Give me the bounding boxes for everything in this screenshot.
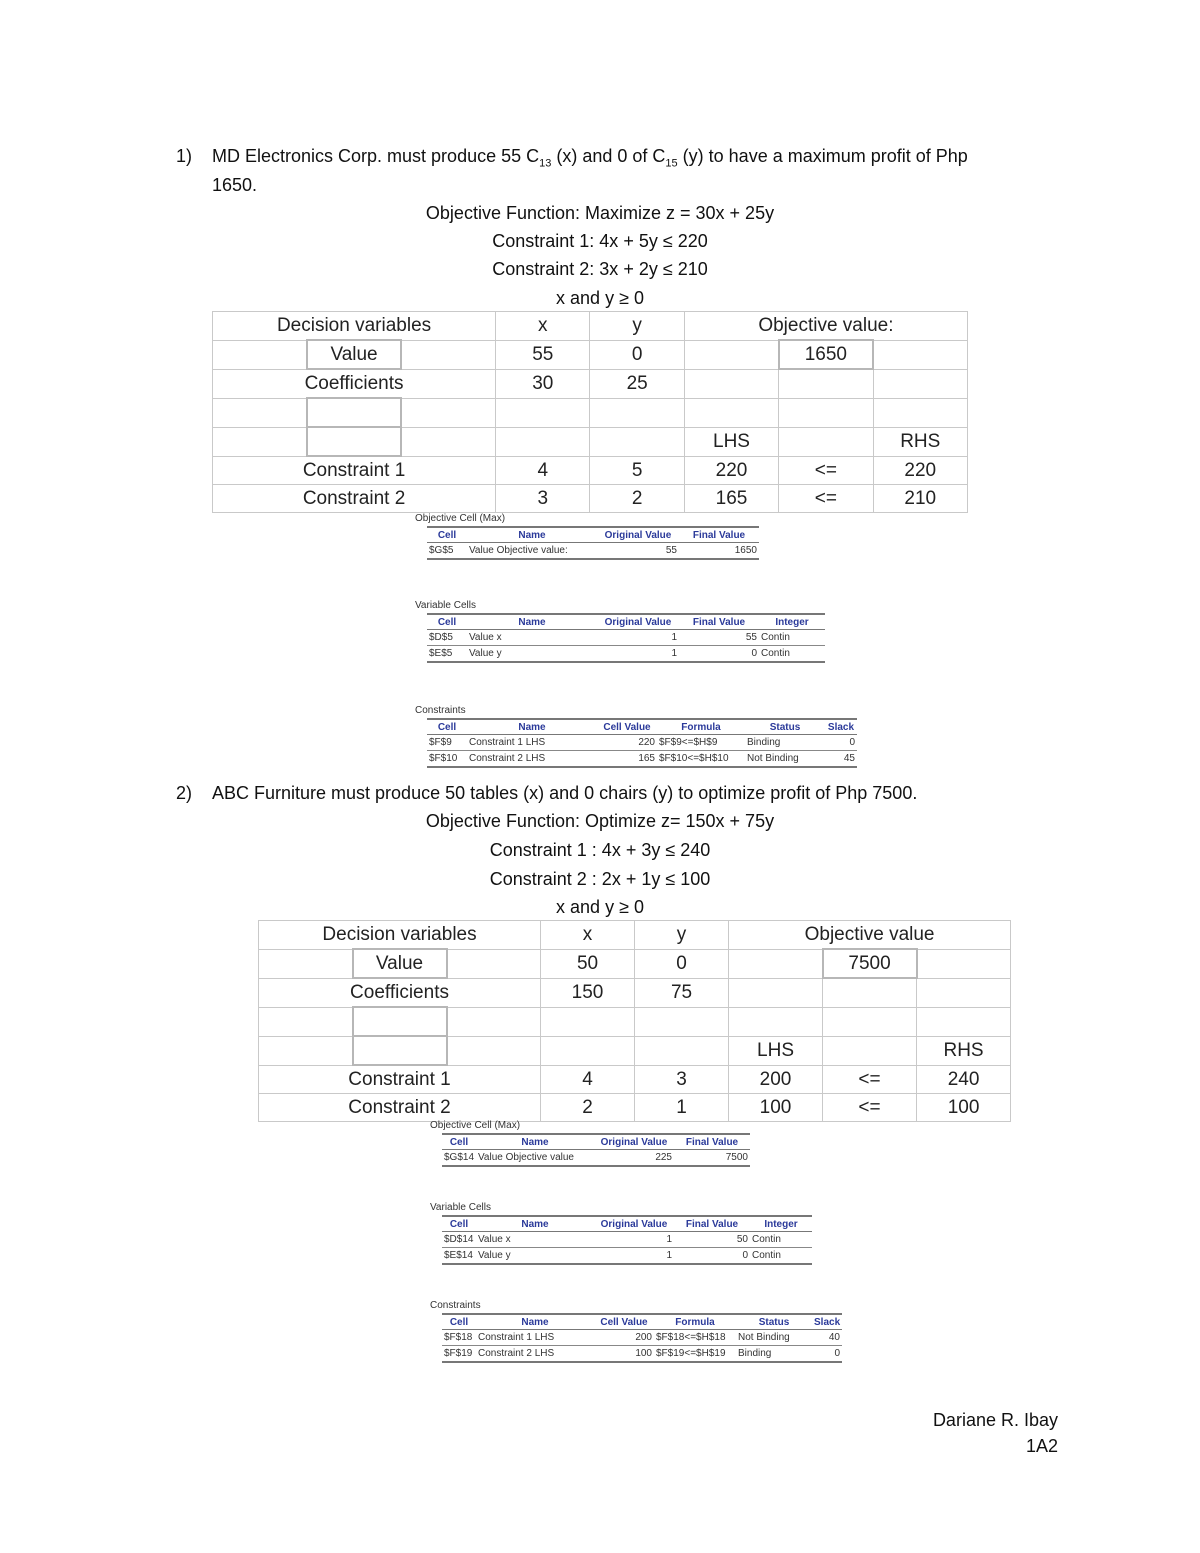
col-final-value: Final Value [679, 614, 759, 630]
problem-2-statement: ABC Furniture must produce 50 tables (x) and 0 chairs (y) to optimize profit of Php 7500. [212, 783, 918, 803]
final-value: 50 [674, 1232, 750, 1248]
coef-x: 150 [541, 978, 635, 1007]
cell: $F$18 [442, 1330, 476, 1346]
col-original-value: Original Value [597, 614, 679, 630]
col-original-value: Original Value [597, 527, 679, 543]
col-integer: Integer [750, 1216, 812, 1232]
constraint-2-y: 2 [590, 485, 684, 513]
lhs-label: LHS [729, 1036, 823, 1065]
cell-value: 200 [594, 1330, 654, 1346]
final-value: 55 [679, 630, 759, 646]
problem-1-objective-cell-report [415, 513, 759, 560]
coef-y: 75 [635, 978, 729, 1007]
constraint-2-x: 3 [496, 485, 590, 513]
problem-1-spreadsheet [212, 311, 968, 513]
value-x: 55 [496, 340, 590, 369]
cell: $E$5 [427, 646, 467, 663]
constraint-1-y: 5 [590, 456, 684, 485]
formula: $F$18<=$H$18 [654, 1330, 736, 1346]
report-caption: Objective Cell (Max) [430, 1120, 521, 1131]
problem-1-statement: MD Electronics Corp. must produce 55 $C_{13}$ (x) and 0 of $C_{15}$ (y) to have a maximum profit of Php [212, 146, 968, 170]
constraint-1-operator: <= [823, 1065, 917, 1094]
constraint-2-label: Constraint 2 [213, 485, 496, 513]
cell: $F$19 [442, 1346, 476, 1363]
cell-value: 100 [594, 1346, 654, 1363]
final-value: 0 [679, 646, 759, 663]
report-caption: Constraints [415, 705, 466, 716]
problem-1-variable-cells-report [415, 600, 825, 663]
constraint-2-operator: <= [779, 485, 873, 513]
status: Binding [736, 1346, 812, 1363]
value-label: Value [353, 949, 447, 978]
col-cell-value: Cell Value [597, 719, 657, 735]
coef-x: 30 [496, 369, 590, 398]
final-value: 7500 [674, 1150, 750, 1167]
problem-2-constraint-1: Constraint 1 : 4x + 3y ≤ 240 [489, 840, 711, 860]
report-caption: Constraints [430, 1300, 481, 1311]
constraint-2-lhs: 100 [729, 1094, 823, 1122]
col-final-value: Final Value [679, 527, 759, 543]
name: Value x [476, 1232, 594, 1248]
col-name: Name [467, 614, 597, 630]
formula: $F$19<=$H$19 [654, 1346, 736, 1363]
problem-2-objective-cell-report [430, 1120, 750, 1167]
author-name: Dariane R. Ibay [932, 1410, 1058, 1430]
constraint-1-x: 4 [541, 1065, 635, 1094]
col-cell: Cell [427, 614, 467, 630]
col-cell: Cell [427, 719, 467, 735]
col-status: Status [736, 1314, 812, 1330]
constraint-2-x: 2 [541, 1094, 635, 1122]
name: Value y [467, 646, 597, 663]
problem-2-nonnegativity: x and y ≥ 0 [556, 897, 644, 917]
integer: Contin [759, 630, 825, 646]
original-value: 225 [594, 1150, 674, 1167]
slack: 0 [812, 1346, 842, 1363]
col-name: Name [467, 527, 597, 543]
rhs-label: RHS [917, 1036, 1011, 1065]
value-x: 50 [541, 949, 635, 978]
col-name: Name [476, 1314, 594, 1330]
constraint-1-rhs: 220 [873, 456, 967, 485]
slack: 40 [812, 1330, 842, 1346]
constraint-2-operator: <= [823, 1094, 917, 1122]
col-name: Name [476, 1134, 594, 1150]
coef-y: 25 [590, 369, 684, 398]
problem-1-number: 1) [176, 146, 193, 166]
original-value: 55 [597, 543, 679, 560]
col-original-value: Original Value [594, 1134, 674, 1150]
integer: Contin [759, 646, 825, 663]
original-value: 1 [597, 630, 679, 646]
slack: 0 [825, 735, 857, 751]
header-decision-variables: Decision variables [213, 312, 496, 341]
constraint-1-label: Constraint 1 [259, 1065, 541, 1094]
value-label: Value [307, 340, 401, 369]
slack: 45 [825, 751, 857, 768]
col-cell: Cell [427, 527, 467, 543]
constraint-1-operator: <= [779, 456, 873, 485]
constraint-1-rhs: 240 [917, 1065, 1011, 1094]
author-section: 1A2 [1025, 1436, 1058, 1456]
col-name: Name [467, 719, 597, 735]
constraint-2-rhs: 210 [873, 485, 967, 513]
constraint-2-rhs: 100 [917, 1094, 1011, 1122]
name: Constraint 1 LHS [476, 1330, 594, 1346]
original-value: 1 [594, 1248, 674, 1265]
name: Constraint 2 LHS [467, 751, 597, 768]
problem-2-constraints-report [430, 1300, 842, 1363]
name: Value Objective value: [467, 543, 597, 560]
header-y: y [635, 921, 729, 950]
constraint-1-lhs: 200 [729, 1065, 823, 1094]
cell: $D$14 [442, 1232, 476, 1248]
col-cell-value: Cell Value [594, 1314, 654, 1330]
name: Constraint 1 LHS [467, 735, 597, 751]
constraint-1-y: 3 [635, 1065, 729, 1094]
col-name: Name [476, 1216, 594, 1232]
cell-value: 220 [597, 735, 657, 751]
cell: $D$5 [427, 630, 467, 646]
cell: $F$9 [427, 735, 467, 751]
original-value: 1 [594, 1232, 674, 1248]
formula: $F$10<=$H$10 [657, 751, 745, 768]
problem-1-constraints-report [415, 705, 857, 768]
header-x: x [496, 312, 590, 341]
objective-value: 7500 [823, 949, 917, 978]
coefficients-label: Coefficients [213, 369, 496, 398]
value-y: 0 [590, 340, 684, 369]
integer: Contin [750, 1248, 812, 1265]
name: Value x [467, 630, 597, 646]
col-final-value: Final Value [674, 1134, 750, 1150]
header-objective-value: Objective value: [684, 312, 967, 341]
report-caption: Variable Cells [415, 600, 476, 611]
final-value: 1650 [679, 543, 759, 560]
header-x: x [541, 921, 635, 950]
constraint-1-label: Constraint 1 [213, 456, 496, 485]
cell: $G$5 [427, 543, 467, 560]
cell-value: 165 [597, 751, 657, 768]
col-slack: Slack [812, 1314, 842, 1330]
value-y: 0 [635, 949, 729, 978]
col-cell: Cell [442, 1314, 476, 1330]
name: Constraint 2 LHS [476, 1346, 594, 1363]
problem-2-spreadsheet [258, 920, 1011, 1122]
problem-2-variable-cells-report [430, 1202, 812, 1265]
problem-1-objective: Objective Function: Maximize z = 30x + 25y [425, 203, 775, 223]
constraint-2-y: 1 [635, 1094, 729, 1122]
col-cell: Cell [442, 1216, 476, 1232]
header-objective-value: Objective value [729, 921, 1011, 950]
name: Value y [476, 1248, 594, 1265]
final-value: 0 [674, 1248, 750, 1265]
col-integer: Integer [759, 614, 825, 630]
rhs-label: RHS [873, 427, 967, 456]
coefficients-label: Coefficients [259, 978, 541, 1007]
problem-2-constraint-2: Constraint 2 : 2x + 1y ≤ 100 [489, 869, 711, 889]
problem-1-constraint-1: Constraint 1: 4x + 5y ≤ 220 [492, 231, 708, 251]
cell: $G$14 [442, 1150, 476, 1167]
cell: $E$14 [442, 1248, 476, 1265]
cell: $F$10 [427, 751, 467, 768]
formula: $F$9<=$H$9 [657, 735, 745, 751]
header-y: y [590, 312, 684, 341]
col-status: Status [745, 719, 825, 735]
problem-1-statement-cont: 1650. [212, 175, 258, 195]
problem-1-nonnegativity: x and y ≥ 0 [556, 288, 644, 308]
report-caption: Objective Cell (Max) [415, 513, 506, 524]
constraint-2-label: Constraint 2 [259, 1094, 541, 1122]
col-formula: Formula [654, 1314, 736, 1330]
status: Binding [745, 735, 825, 751]
problem-2-objective: Objective Function: Optimize z= 150x + 75y [425, 811, 775, 831]
original-value: 1 [597, 646, 679, 663]
col-cell: Cell [442, 1134, 476, 1150]
name: Value Objective value [476, 1150, 594, 1167]
status: Not Binding [745, 751, 825, 768]
objective-value: 1650 [779, 340, 873, 369]
col-formula: Formula [657, 719, 745, 735]
constraint-2-lhs: 165 [684, 485, 778, 513]
header-decision-variables: Decision variables [259, 921, 541, 950]
col-final-value: Final Value [674, 1216, 750, 1232]
constraint-1-x: 4 [496, 456, 590, 485]
status: Not Binding [736, 1330, 812, 1346]
integer: Contin [750, 1232, 812, 1248]
report-caption: Variable Cells [430, 1202, 491, 1213]
problem-1-constraint-2: Constraint 2: 3x + 2y ≤ 210 [492, 259, 708, 279]
lhs-label: LHS [684, 427, 778, 456]
constraint-1-lhs: 220 [684, 456, 778, 485]
problem-2-number: 2) [176, 783, 193, 803]
col-original-value: Original Value [594, 1216, 674, 1232]
col-slack: Slack [825, 719, 857, 735]
